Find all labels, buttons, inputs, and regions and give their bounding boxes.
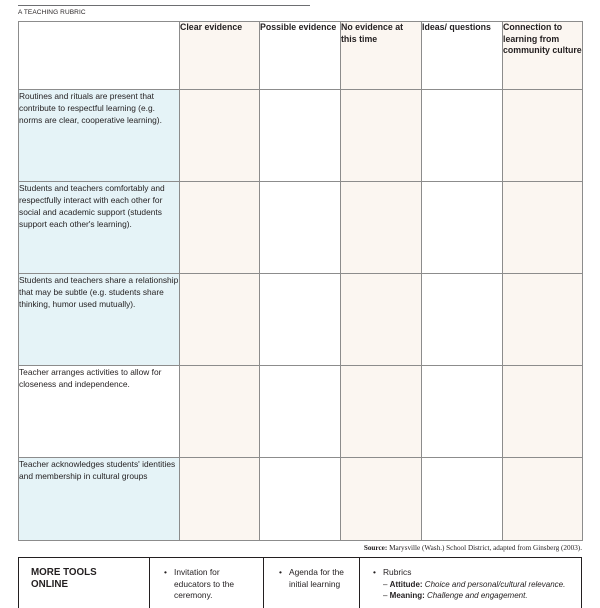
source-note <box>364 544 582 552</box>
more-tools-item-invitation[interactable] <box>164 567 254 602</box>
more-tools-title-col <box>19 558 150 608</box>
source-text: Marysville (Wash.) School District, adapted from Ginsberg (2003). <box>389 544 582 552</box>
more-tools-item-agenda[interactable] <box>279 567 351 590</box>
rating-cell[interactable] <box>503 366 583 458</box>
criterion-identities: Teacher acknowledges students' identities and membership in cultural groups <box>19 458 180 541</box>
item-text: Agenda for the initial learning <box>289 567 344 589</box>
rubric-meaning[interactable]: – Meaning: Challenge and engagement. <box>383 591 528 600</box>
rating-cell[interactable] <box>260 182 341 274</box>
rating-cell[interactable] <box>422 274 503 366</box>
bullet-icon: • <box>373 567 376 577</box>
table-row <box>19 182 583 274</box>
source-label: Source: <box>363 544 388 552</box>
rating-cell[interactable] <box>180 274 260 366</box>
more-tools-col-2 <box>264 558 360 608</box>
rating-cell[interactable] <box>341 274 422 366</box>
rubric-meaning-label: Meaning: <box>389 591 425 600</box>
rating-cell[interactable] <box>180 90 260 182</box>
item-text: Rubrics <box>383 567 412 577</box>
rating-cell[interactable] <box>260 274 341 366</box>
column-header-community-culture: Connection to learning from community culture <box>503 22 583 90</box>
rating-cell[interactable] <box>422 182 503 274</box>
rating-cell[interactable] <box>422 458 503 541</box>
rating-cell[interactable] <box>180 182 260 274</box>
rating-cell[interactable] <box>260 366 341 458</box>
criterion-routines: Routines and rituals are present that contribute to respectful learning (e.g. norms are clear, cooperative learning). <box>19 90 180 182</box>
rating-cell[interactable] <box>341 366 422 458</box>
criterion-relationship: Students and teachers share a relationship that may be subtle (e.g. students share thinking, humor used mutually). <box>19 274 180 366</box>
column-header-ideas-questions: Ideas/ questions <box>422 22 503 90</box>
rating-cell[interactable] <box>503 182 583 274</box>
header-corner-cell <box>19 22 180 90</box>
rating-cell[interactable] <box>260 90 341 182</box>
header-row <box>19 22 583 90</box>
rubric-caption: A TEACHING RUBRIC <box>18 9 86 16</box>
bullet-icon: • <box>164 567 167 577</box>
more-tools-item-rubrics[interactable] <box>373 567 578 602</box>
rating-cell[interactable] <box>503 90 583 182</box>
rubric-meaning-text: Challenge and engagement. <box>427 591 528 600</box>
table-row <box>19 274 583 366</box>
more-tools-title: MORE TOOLS ONLINE <box>31 567 97 590</box>
rubric-attitude-text: Choice and personal/cultural relevance. <box>424 579 566 589</box>
rating-cell[interactable] <box>341 458 422 541</box>
item-text: Invitation for educators to the ceremony. <box>174 567 235 600</box>
rating-cell[interactable] <box>503 274 583 366</box>
rating-cell[interactable] <box>180 366 260 458</box>
teaching-rubric-table <box>18 21 583 541</box>
rating-cell[interactable] <box>422 366 503 458</box>
criterion-closeness: Teacher arranges activities to allow for closeness and independence. <box>19 366 180 458</box>
more-tools-box <box>18 557 582 608</box>
bullet-icon: • <box>279 567 282 577</box>
table-row <box>19 366 583 458</box>
more-tools-col-1 <box>150 558 264 608</box>
rubric-attitude-label: Attitude: <box>389 579 423 589</box>
table-row <box>19 458 583 541</box>
rating-cell[interactable] <box>503 458 583 541</box>
rating-cell[interactable] <box>260 458 341 541</box>
top-rule <box>18 5 310 6</box>
rating-cell[interactable] <box>341 90 422 182</box>
rubric-attitude[interactable]: – Attitude: Choice and personal/cultural relevance. <box>383 579 566 589</box>
column-header-possible-evidence: Possible evidence <box>260 22 341 90</box>
column-header-clear-evidence: Clear evidence <box>180 22 260 90</box>
criterion-interaction: Students and teachers comfortably and respectfully interact with each other for social and academic support (students support each other's learning). <box>19 182 180 274</box>
column-header-no-evidence: No evidence at this time <box>341 22 422 90</box>
table-row <box>19 90 583 182</box>
rating-cell[interactable] <box>422 90 503 182</box>
rating-cell[interactable] <box>180 458 260 541</box>
rating-cell[interactable] <box>341 182 422 274</box>
